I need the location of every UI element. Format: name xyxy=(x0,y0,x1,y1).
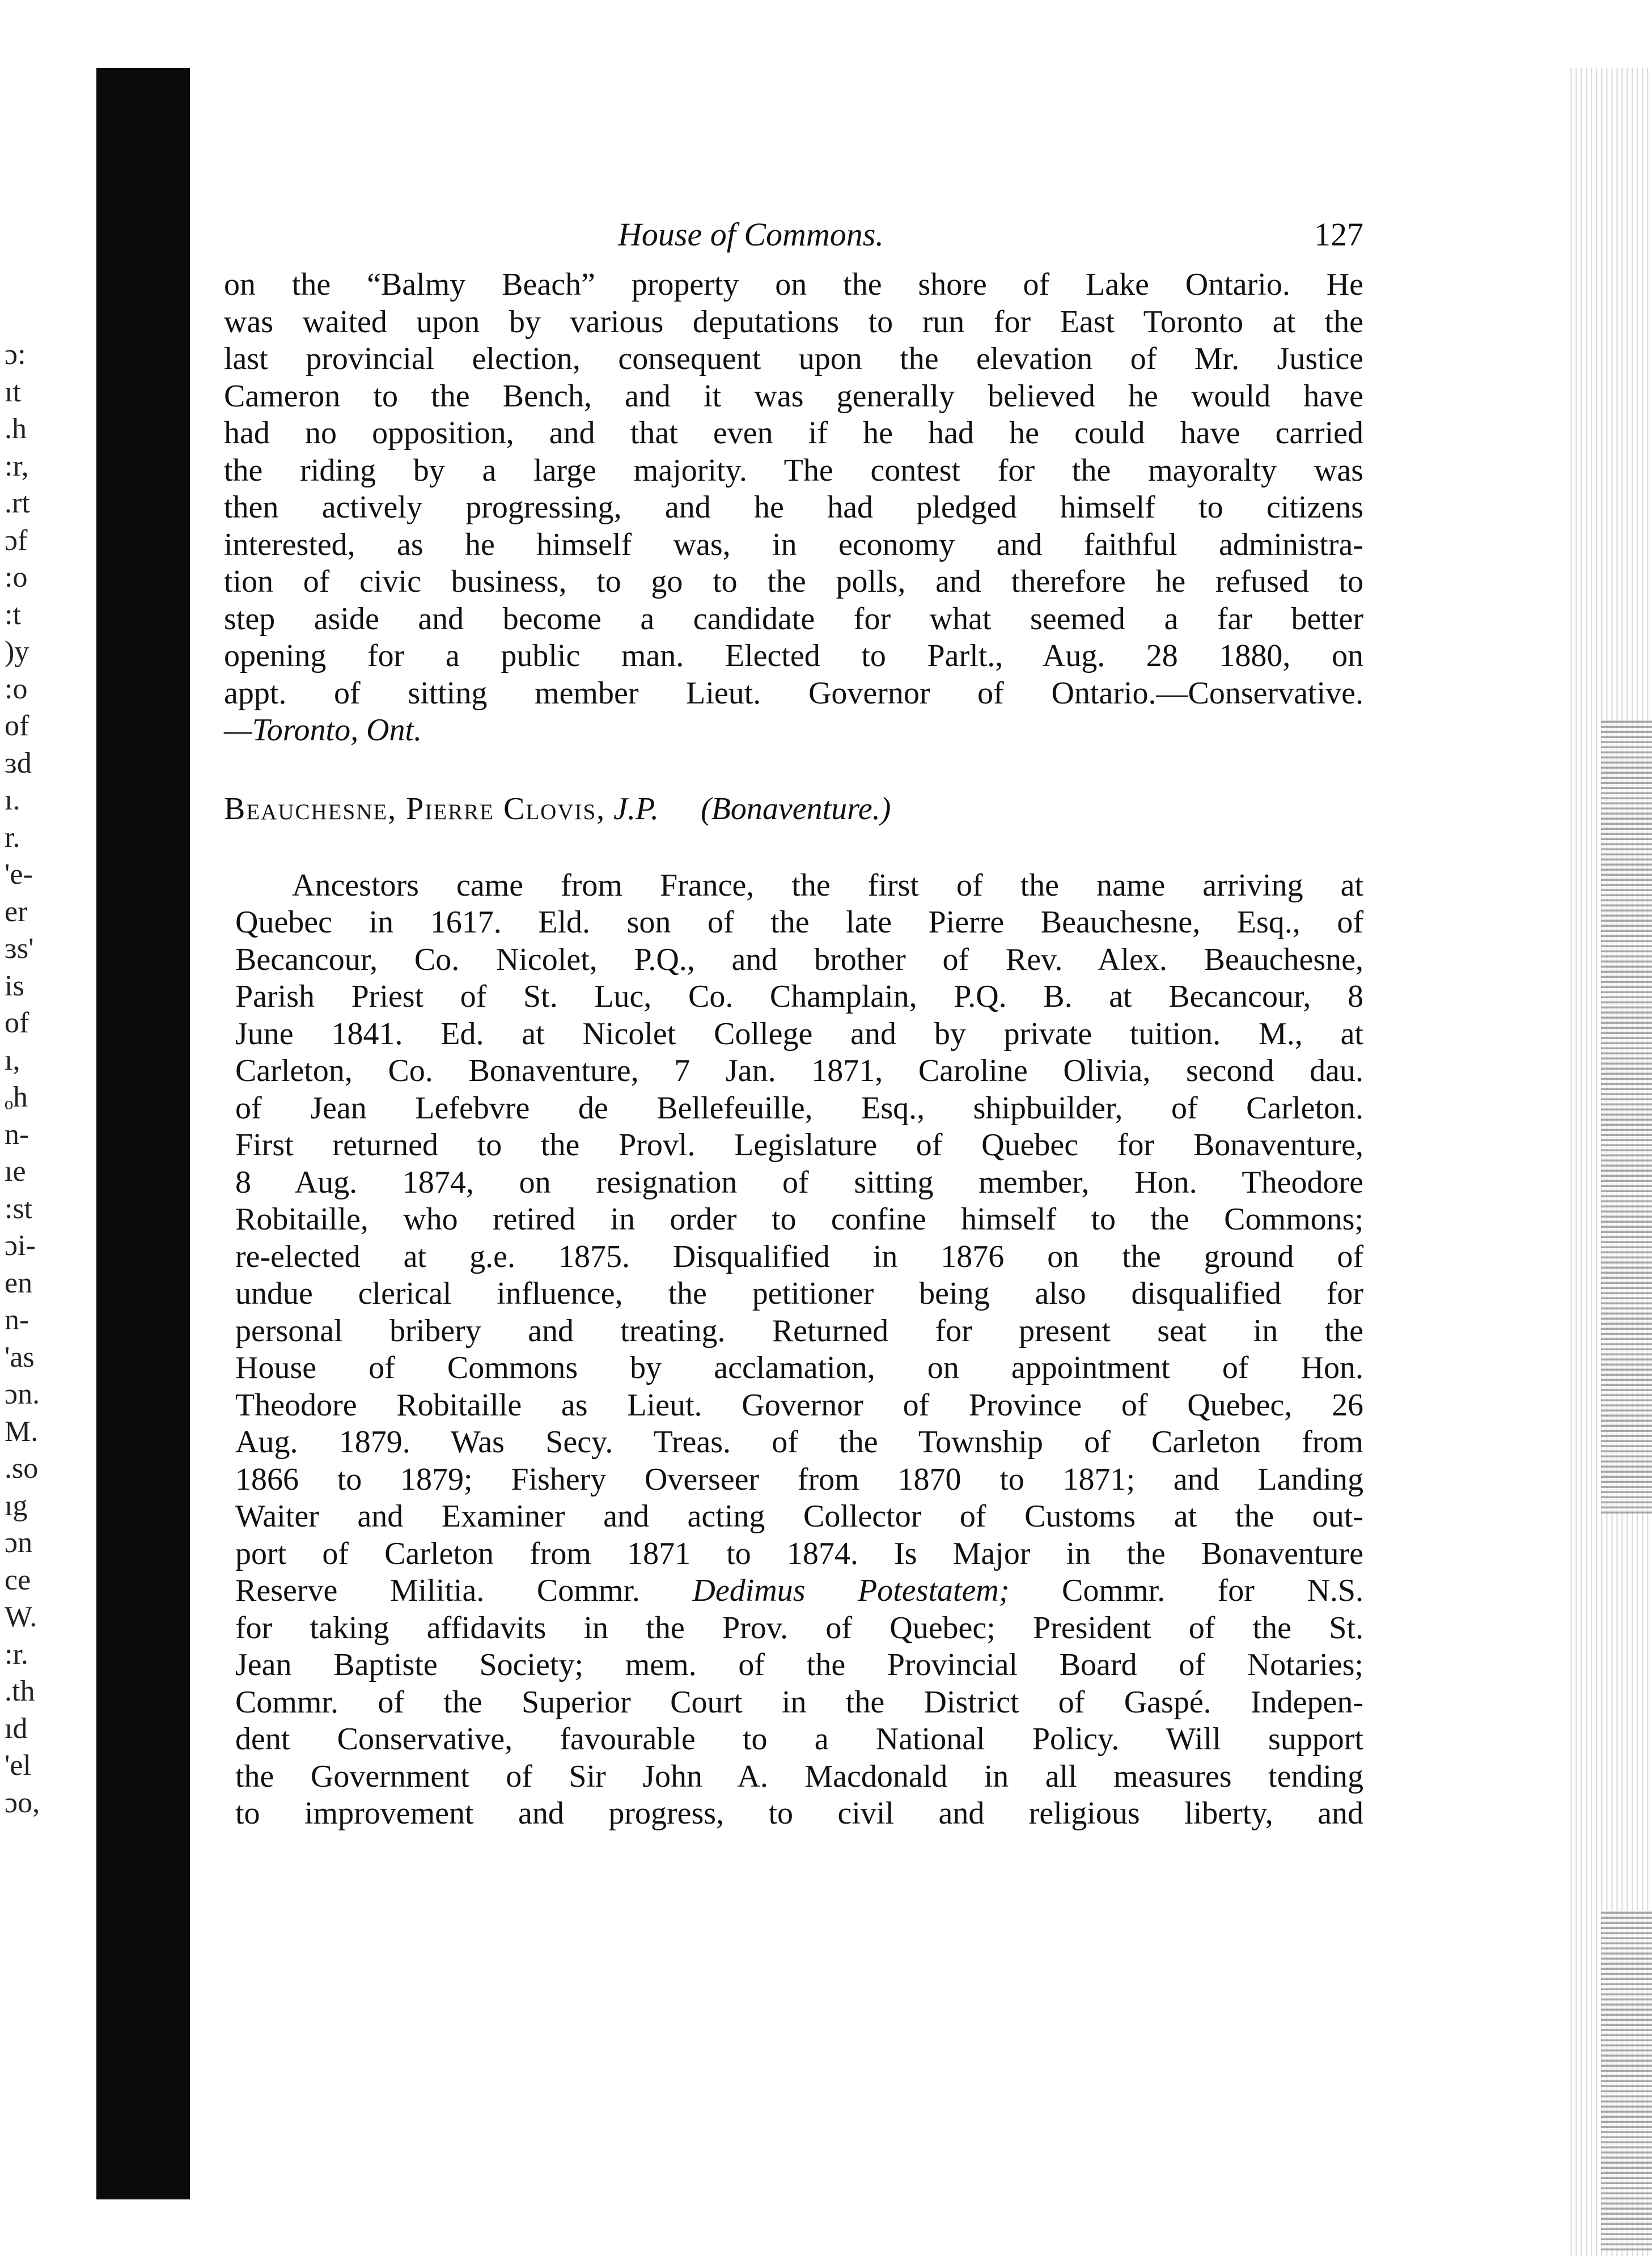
text-line: dent Conservative, favourable to a National Policy. Will support xyxy=(235,1722,1363,1757)
gutter-fragment: er xyxy=(5,895,28,928)
gutter-fragment: 'as xyxy=(5,1341,35,1373)
text-line: had no opposition, and that even if he had he could have carried xyxy=(224,416,1363,451)
facing-page-fragments xyxy=(0,340,96,2211)
latin-phrase: Dedimus Potestatem; xyxy=(692,1573,1010,1608)
gutter-fragment: :t xyxy=(5,598,21,631)
text-line: Becancour, Co. Nicolet, P.Q., and brother of Rev. Alex. Beauchesne, xyxy=(235,942,1363,977)
gutter-fragment: ɔ: xyxy=(5,338,26,371)
gutter-fragment: ce xyxy=(5,1563,31,1596)
text-fragment: Commr. for N.S. xyxy=(1062,1573,1364,1608)
gutter-fragment: r. xyxy=(5,821,20,854)
text-line: last provincial election, consequent upon the elevation of Mr. Justice xyxy=(224,341,1363,376)
text-line: was waited upon by various deputations to run for East Toronto at the xyxy=(224,304,1363,340)
gutter-fragment: ɔn xyxy=(5,1527,33,1559)
text-line: of Jean Lefebvre de Bellefeuille, Esq., shipbuilder, of Carleton. xyxy=(235,1090,1363,1126)
text-line: port of Carleton from 1871 to 1874. Is Major in the Bonaventure xyxy=(235,1536,1363,1571)
gutter-fragment: ıd xyxy=(5,1712,28,1745)
text-line: Commr. of the Superior Court in the District of Gaspé. Indepen- xyxy=(235,1684,1363,1720)
gutter-fragment: ıe xyxy=(5,1155,26,1188)
gutter-fragment: ɔf xyxy=(5,524,28,557)
gutter-fragment: of xyxy=(5,710,29,742)
gutter-fragment: :st xyxy=(5,1192,33,1225)
text-line: Cameron to the Bench, and it was generally believed he would have xyxy=(224,378,1363,414)
text-line: interested, as he himself was, in economy and faithful administra- xyxy=(224,527,1363,562)
text-line: Jean Baptiste Society; mem. of the Provincial Board of Notaries; xyxy=(235,1647,1363,1682)
text-line: re-elected at g.e. 1875. Disqualified in 1876 on the ground of xyxy=(235,1239,1363,1274)
running-head-title: House of Commons. xyxy=(618,216,884,253)
continued-entry xyxy=(224,266,1363,749)
gutter-fragment: is xyxy=(5,969,24,1002)
text-line: personal bribery and treating. Returned for present seat in the xyxy=(235,1313,1363,1349)
text-line: step aside and become a candidate for what seemed a far better xyxy=(224,601,1363,637)
text-line: on the “Balmy Beach” property on the shore of Lake Ontario. He xyxy=(224,267,1363,302)
gutter-fragment: ɔi- xyxy=(5,1230,36,1262)
gutter-fragment: .so xyxy=(5,1452,39,1485)
text-line: opening for a public man. Elected to Parlt., Aug. 28 1880, on xyxy=(224,638,1363,673)
text-line: Waiter and Examiner and acting Collector of Customs at the out- xyxy=(235,1499,1363,1534)
page-number: 127 xyxy=(1314,216,1363,253)
page-edge-stack xyxy=(1567,68,1652,2256)
entry-heading xyxy=(224,790,1363,828)
gutter-fragment: n- xyxy=(5,1304,29,1336)
gutter-fragment: ɜs' xyxy=(5,932,34,965)
book-page xyxy=(224,210,1363,1833)
gutter-fragment: :r. xyxy=(5,1638,28,1671)
gutter-fragment: .th xyxy=(5,1675,35,1707)
text-line: Parish Priest of St. Luc, Co. Champlain, P.Q. B. at Becancour, 8 xyxy=(235,979,1363,1014)
text-line: to improvement and progress, to civil and religious liberty, and xyxy=(235,1796,1363,1831)
gutter-fragment: :r, xyxy=(5,450,29,482)
text-line: 8 Aug. 1874, on resignation of sitting member, Hon. Theodore xyxy=(235,1164,1363,1200)
gutter-fragment: ɔn. xyxy=(5,1378,40,1410)
gutter-fragment: )y xyxy=(5,635,29,668)
gutter-fragment: ɔo, xyxy=(5,1786,40,1819)
text-line: House of Commons by acclamation, on appointment of Hon. xyxy=(235,1350,1363,1385)
entry-honorific: J.P. xyxy=(613,791,659,826)
text-line: First returned to the Provl. Legislature of Quebec for Bonaventure, xyxy=(235,1127,1363,1163)
text-line: undue clerical influence, the petitioner being also disqualified for xyxy=(235,1276,1363,1311)
text-line-mixed xyxy=(224,1572,1363,1610)
text-line: Aug. 1879. Was Secy. Treas. of the Township of Carleton from xyxy=(235,1425,1363,1460)
binding-shadow xyxy=(96,68,190,2199)
gutter-fragment: ıg xyxy=(5,1489,28,1522)
gutter-fragment: n- xyxy=(5,1118,29,1151)
gutter-fragment: ɜd xyxy=(5,747,32,779)
gutter-fragment: W. xyxy=(5,1601,37,1633)
gutter-fragment: ₒh xyxy=(5,1081,28,1113)
text-line: 1866 to 1879; Fishery Overseer from 1870 to 1871; and Landing xyxy=(235,1461,1363,1497)
gutter-fragment: :o xyxy=(5,561,28,594)
gutter-fragment: .rt xyxy=(5,487,30,519)
gutter-fragment: 'e- xyxy=(5,858,33,891)
text-line: Carleton, Co. Bonaventure, 7 Jan. 1871, Caroline Olivia, second dau. xyxy=(235,1053,1363,1088)
page-edge-dense xyxy=(1601,1910,1652,2250)
gutter-fragment: ı, xyxy=(5,1044,20,1076)
entry-name: Beauchesne, Pierre Clovis, xyxy=(224,791,606,826)
gutter-fragment: .h xyxy=(5,413,27,445)
gutter-fragment: M. xyxy=(5,1415,39,1448)
gutter-fragment: ıt xyxy=(5,375,21,408)
text-line: Quebec in 1617. Eld. son of the late Pierre Beauchesne, Esq., of xyxy=(235,905,1363,940)
gutter-fragment: of xyxy=(5,1007,29,1039)
text-line: for taking affidavits in the Prov. of Quebec; President of the St. xyxy=(235,1610,1363,1646)
gutter-fragment: en xyxy=(5,1266,33,1299)
running-head xyxy=(224,210,1363,266)
page-edge-dense xyxy=(1601,720,1652,1514)
address-line: —Toronto, Ont. xyxy=(224,713,422,748)
text-line: Ancestors came from France, the first of the name arriving at xyxy=(292,867,1363,903)
gutter-fragment: :o xyxy=(5,672,28,705)
text-line: Theodore Robitaille as Lieut. Governor of Province of Quebec, 26 xyxy=(235,1387,1363,1423)
gutter-fragment: 'el xyxy=(5,1749,31,1782)
entry-body xyxy=(224,867,1363,1833)
text-line: June 1841. Ed. at Nicolet College and by private tuition. M., at xyxy=(235,1016,1363,1052)
text-line: the riding by a large majority. The contest for the mayoralty was xyxy=(224,452,1363,488)
text-line: Robitaille, who retired in order to confine himself to the Commons; xyxy=(235,1202,1363,1237)
text-line: the Government of Sir John A. Macdonald in all measures tending xyxy=(235,1758,1363,1794)
gutter-fragment: ı. xyxy=(5,784,20,816)
entry-riding: (Bonaventure.) xyxy=(701,791,891,826)
text-line: then actively progressing, and he had pledged himself to citizens xyxy=(224,490,1363,525)
text-line: appt. of sitting member Lieut. Governor of Ontario.—Conservative. xyxy=(224,675,1363,711)
text-line: tion of civic business, to go to the polls, and therefore he refused to xyxy=(224,564,1363,599)
text-fragment: Reserve Militia. Commr. xyxy=(235,1573,640,1608)
